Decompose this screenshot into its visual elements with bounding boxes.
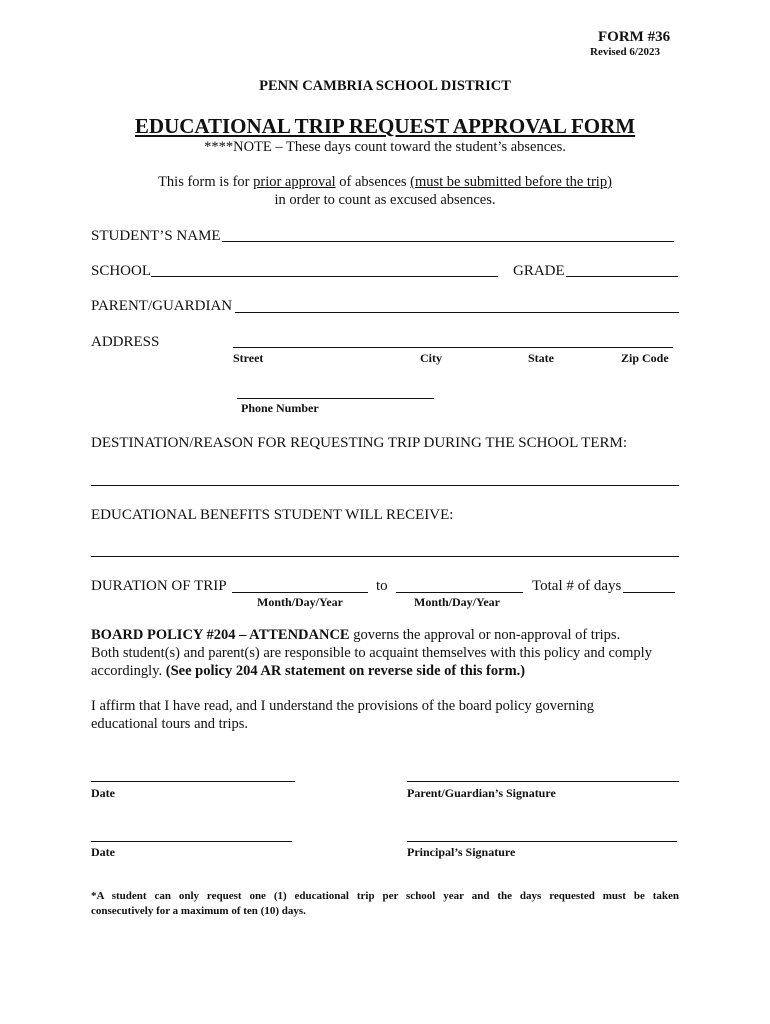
district-name: PENN CAMBRIA SCHOOL DISTRICT xyxy=(259,78,511,94)
policy-reference: (See policy 204 AR statement on reverse side of this form.) xyxy=(165,663,526,679)
policy-line-3 xyxy=(91,662,652,680)
policy-line-1-rest: governs the approval or non-approval of trips. xyxy=(349,627,621,643)
affirmation-line-1: I affirm that I have read, and I understand the provisions of the board policy governing xyxy=(91,698,595,714)
prior-approval-text: prior approval xyxy=(253,174,336,190)
policy-line-1 xyxy=(91,626,652,644)
duration-label: DURATION OF TRIP xyxy=(91,578,227,594)
address-field[interactable] xyxy=(233,347,673,348)
intro-middle: of absences xyxy=(335,174,411,190)
submit-before-trip-text: (must be submitted before the trip) xyxy=(410,174,612,190)
form-title: EDUCATIONAL TRIP REQUEST APPROVAL FORM xyxy=(134,114,636,138)
total-days-label: Total # of days xyxy=(532,578,622,594)
intro-line-2: in order to count as excused absences. xyxy=(274,192,496,208)
benefits-label: EDUCATIONAL BENEFITS STUDENT WILL RECEIVE: xyxy=(91,507,454,523)
parent-signature-label: Parent/Guardian’s Signature xyxy=(407,786,556,800)
footnote-line-1: *A student can only request one (1) educational trip per school year and the days requested must be taken xyxy=(91,890,679,902)
policy-line-2: Both student(s) and parent(s) are responsible to acquaint themselves with this policy and comply xyxy=(91,645,652,661)
school-field[interactable] xyxy=(151,276,498,277)
benefits-field[interactable] xyxy=(91,556,679,557)
destination-field[interactable] xyxy=(91,485,679,486)
duration-end-field[interactable] xyxy=(396,592,523,593)
duration-start-field[interactable] xyxy=(232,592,368,593)
absence-note: ****NOTE – These days count toward the student’s absences. xyxy=(204,139,566,155)
policy-line-3-prefix: accordingly. xyxy=(91,663,166,679)
affirmation-paragraph xyxy=(91,697,594,733)
total-days-field[interactable] xyxy=(623,592,675,593)
parent-date-label: Date xyxy=(91,786,115,800)
to-label: to xyxy=(376,578,388,594)
footnote-line-2: consecutively for a maximum of ten (10) days. xyxy=(91,905,306,917)
policy-paragraph xyxy=(91,626,652,680)
street-label: Street xyxy=(233,351,264,365)
parent-signature-field[interactable] xyxy=(407,781,679,782)
grade-label: GRADE xyxy=(513,263,565,279)
principal-date-label: Date xyxy=(91,845,115,859)
intro-line-1 xyxy=(0,174,770,191)
principal-date-field[interactable] xyxy=(91,841,292,842)
policy-title: BOARD POLICY #204 – ATTENDANCE xyxy=(91,627,350,643)
end-date-format: Month/Day/Year xyxy=(414,595,500,609)
parent-date-field[interactable] xyxy=(91,781,295,782)
parent-guardian-field[interactable] xyxy=(235,312,679,313)
revised-date: Revised 6/2023 xyxy=(590,46,660,58)
destination-label: DESTINATION/REASON FOR REQUESTING TRIP DURING THE SCHOOL TERM: xyxy=(91,435,627,451)
student-name-label: STUDENT’S NAME xyxy=(91,228,221,244)
phone-number-field[interactable] xyxy=(237,398,434,399)
school-label: SCHOOL xyxy=(91,263,152,279)
form-number: FORM #36 xyxy=(598,29,671,45)
city-label: City xyxy=(420,351,442,365)
principal-signature-field[interactable] xyxy=(407,841,677,842)
zip-code-label: Zip Code xyxy=(621,351,669,365)
phone-number-label: Phone Number xyxy=(241,401,319,415)
start-date-format: Month/Day/Year xyxy=(257,595,343,609)
address-label: ADDRESS xyxy=(91,334,160,350)
principal-signature-label: Principal’s Signature xyxy=(407,845,516,859)
parent-guardian-label: PARENT/GUARDIAN xyxy=(91,298,233,314)
affirmation-line-2: educational tours and trips. xyxy=(91,716,249,732)
student-name-field[interactable] xyxy=(222,241,674,242)
grade-field[interactable] xyxy=(566,276,678,277)
intro-prefix: This form is for xyxy=(158,174,254,190)
state-label: State xyxy=(528,351,554,365)
